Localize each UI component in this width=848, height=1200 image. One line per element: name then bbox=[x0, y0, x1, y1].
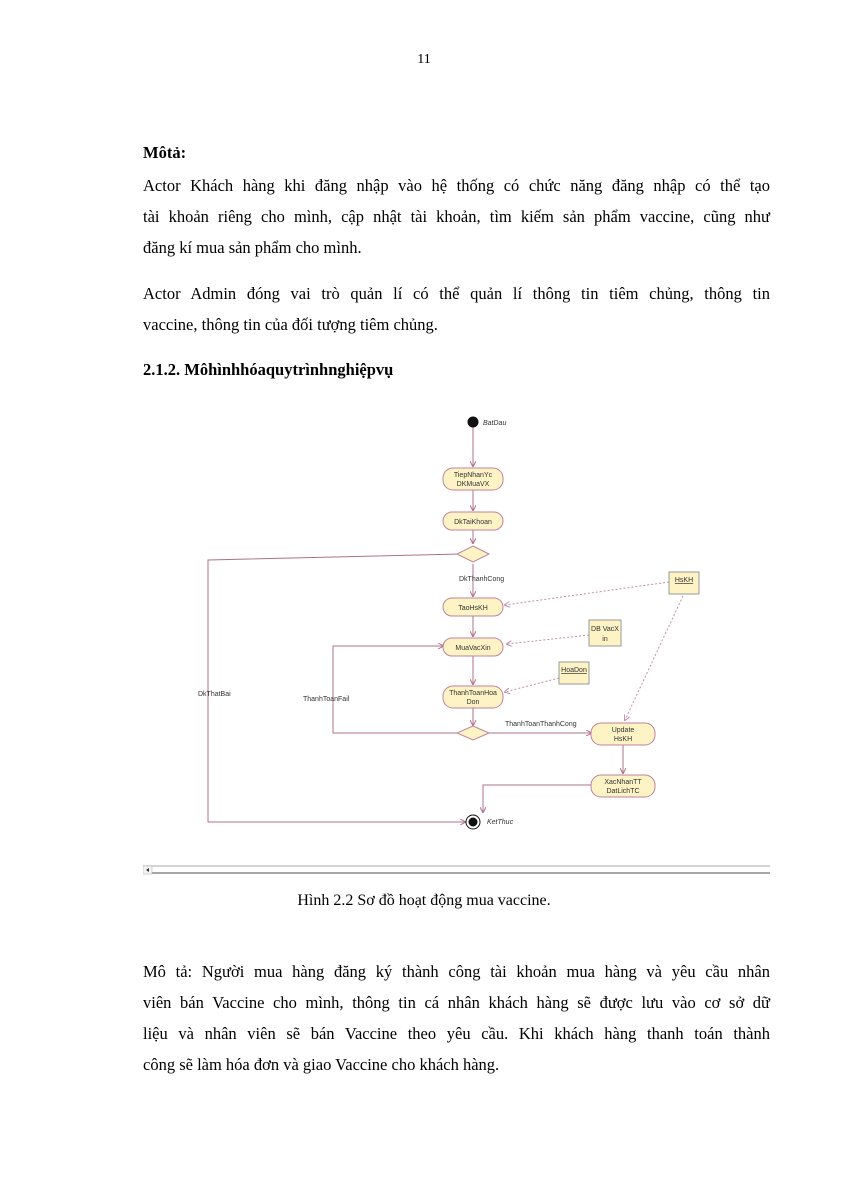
object-flows bbox=[505, 582, 683, 720]
text-line: công sẽ làm hóa đơn và giao Vaccine cho khách hàng. bbox=[143, 1055, 500, 1074]
section-heading: 2.1.2. Môhìnhhóaquytrìnhnghiệpvụ bbox=[143, 360, 394, 379]
guard-label: DkThanhCong bbox=[459, 576, 505, 583]
guard-label: DkThatBai bbox=[198, 691, 231, 698]
guard-label: ThanhToanFail bbox=[303, 696, 350, 703]
activity-label: TaoHsKH bbox=[458, 605, 488, 612]
text-line: viên bán Vaccine cho mình, thông tin cá nhân khách hàng sẽ được lưu vào cơ sở dữ bbox=[143, 993, 770, 1012]
start-node bbox=[468, 417, 479, 428]
activity-label: Don bbox=[466, 699, 480, 706]
decision-account bbox=[457, 546, 489, 562]
text-line: đăng kí mua sản phẩm cho mình. bbox=[143, 238, 362, 257]
end-label: KetThuc bbox=[487, 819, 514, 826]
text-line: Actor Khách hàng khi đăng nhập vào hệ thống có chức năng đăng nhập có thể tạo bbox=[143, 176, 770, 195]
activity-label: ThanhToanHoa bbox=[449, 690, 497, 697]
object-label: HoaDon bbox=[561, 667, 587, 674]
decision-payment bbox=[457, 726, 489, 740]
text-line: Mô tả: Người mua hàng đăng ký thành công tài khoản mua hàng và yêu cầu nhân bbox=[143, 962, 770, 981]
activity-label: HsKH bbox=[613, 736, 633, 743]
control-flows bbox=[208, 425, 623, 822]
paragraph-actor-admin bbox=[143, 278, 770, 340]
activity-label: MuaVacXin bbox=[455, 645, 491, 652]
text-line: liệu và nhân viên sẽ bán Vaccine theo yêu cầu. Khi khách hàng thanh toán thành bbox=[143, 1024, 770, 1043]
text-line: Actor Admin đóng vai trò quản lí có thể quản lí thông tin tiêm chủng, thông tin bbox=[143, 284, 770, 303]
activity-diagram bbox=[143, 400, 770, 880]
page-number: 11 bbox=[417, 52, 431, 67]
guard-label: ThanhToanThanhCong bbox=[505, 721, 577, 728]
activity-label: DKMuaVX bbox=[456, 481, 490, 488]
object-label: HsKH bbox=[674, 577, 694, 584]
object-label: DB VacX bbox=[591, 626, 619, 633]
activity-label: XacNhanTT bbox=[604, 779, 642, 786]
text-line: vaccine, thông tin của đối tượng tiêm chủng. bbox=[143, 315, 438, 334]
activity-label: DatLichTC bbox=[606, 788, 640, 795]
text-line: tài khoản riêng cho mình, cập nhật tài khoản, tìm kiếm sản phẩm vaccine, cũng như bbox=[143, 207, 770, 226]
paragraph-actor-customer bbox=[143, 170, 770, 263]
description-heading: Môtả: bbox=[143, 143, 187, 162]
object-label: in bbox=[602, 636, 608, 643]
activity-label: Update bbox=[611, 727, 635, 734]
paragraph-diagram-description bbox=[143, 956, 770, 1080]
start-label: BatDau bbox=[483, 420, 507, 427]
figure-caption: Hình 2.2 Sơ đồ hoạt động mua vaccine. bbox=[297, 892, 551, 909]
activity-label: DkTaiKhoan bbox=[454, 519, 492, 526]
activity-label: TiepNhanYc bbox=[453, 472, 493, 479]
activity-diagram-svg bbox=[143, 400, 770, 880]
